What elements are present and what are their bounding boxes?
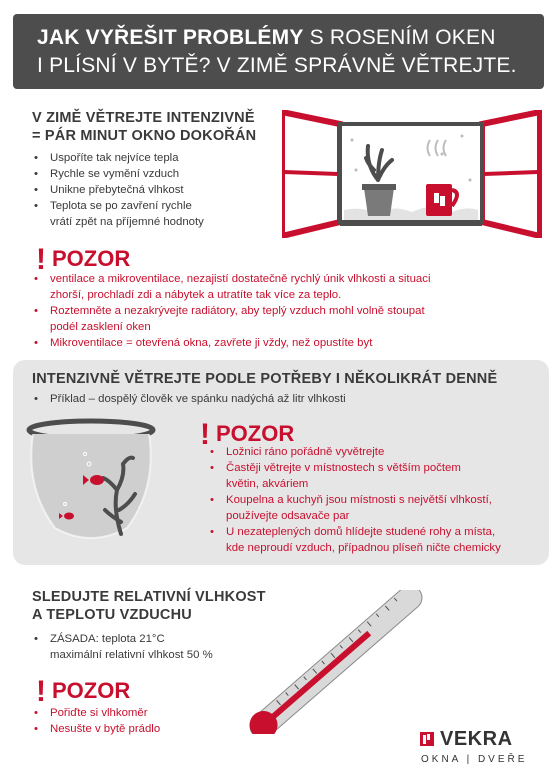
open-window-illustration (282, 110, 542, 238)
section2-warnings (206, 444, 546, 556)
list-item-continuation: vrátí zpět na příjemné hodnoty (50, 216, 204, 228)
exclamation-icon: ! (36, 243, 46, 276)
warning-continuation: podél zasklení oken (50, 321, 151, 333)
pozor-label: POZOR (216, 421, 295, 446)
list-item-continuation: maximální relativní vlhkost 50 % (50, 649, 213, 661)
section3-warnings (30, 705, 250, 737)
warning-continuation: květin, akváriem (226, 478, 309, 490)
list-item: • Příklad – dospělý člověk ve spánku nadýchá až litr vlhkosti (30, 391, 530, 407)
logo-name: VEKRA (440, 728, 513, 750)
thermometer-illustration (236, 590, 436, 734)
pozor-heading-3 (36, 672, 130, 706)
pozor-label: POZOR (52, 246, 131, 271)
title-banner (13, 14, 544, 89)
section1-warnings (30, 271, 540, 351)
banner-line-1 (37, 26, 496, 50)
warning-item: • U nezateplených domů hlídejte studené rohy a místa, (206, 524, 546, 540)
list-item: • ZÁSADA: teplota 21°C (30, 631, 270, 647)
list-item: • Teplota se po zavření rychle (30, 198, 280, 214)
section2-list (30, 391, 530, 407)
list-item: • Uspoříte tak nejvíce tepla (30, 150, 280, 166)
section2-title: INTENZIVNĚ VĚTREJTE PODLE POTŘEBY I NĚKOLIKRÁT DENNĚ (32, 371, 498, 387)
warning-continuation: zhorší, prochladí zdi a nábytek a utratíte tak více za teplo. (50, 289, 342, 301)
pozor-label: POZOR (52, 678, 131, 703)
section3-title-1: SLEDUJTE RELATIVNÍ VLHKOST (32, 589, 266, 605)
vekra-mark-icon (420, 732, 434, 746)
fishbowl-illustration (25, 418, 175, 546)
banner-line-2: I PLÍSNÍ V BYTĚ? V ZIMĚ SPRÁVNĚ VĚTREJTE. (37, 54, 517, 77)
pozor-heading-1 (36, 240, 130, 274)
section1-title-1: V ZIMĚ VĚTREJTE INTENZIVNĚ (32, 110, 255, 126)
logo-subtitle: OKNA | DVEŘE (421, 754, 528, 765)
warning-continuation: používejte odsavače par (226, 510, 350, 522)
warning-continuation: kde neproudí vzduch, případnou plíseň ničte chemicky (226, 542, 501, 554)
warning-item: • Ložnici ráno pořádně vyvětrejte (206, 444, 546, 460)
warning-item: • Častěji větrejte v místnostech s větším počtem (206, 460, 546, 476)
exclamation-icon: ! (36, 675, 46, 708)
list-item: • Rychle se vymění vzduch (30, 166, 280, 182)
banner-bold: JAK VYŘEŠIT PROBLÉMY (37, 26, 304, 49)
warning-item: • Mikroventilace = otevřená okna, zavřete ji vždy, než opustíte byt (30, 335, 540, 351)
warning-item: • Koupelna a kuchyň jsou místnosti s největší vlhkostí, (206, 492, 546, 508)
section1-list (30, 150, 280, 230)
section3-list (30, 631, 270, 663)
section1-title-2: = PÁR MINUT OKNO DOKOŘÁN (32, 128, 257, 144)
warning-item: • Nesušte v bytě prádlo (30, 721, 250, 737)
warning-item: • ventilace a mikroventilace, nezajistí dostatečně rychlý únik vlhkosti a situaci (30, 271, 540, 287)
warning-item: • Pořiďte si vlhkoměr (30, 705, 250, 721)
exclamation-icon: ! (200, 418, 210, 451)
warning-item: • Roztemněte a nezakrývejte radiátory, aby teplý vzduch mohl volně stoupat (30, 303, 540, 319)
section3-title-2: A TEPLOTU VZDUCHU (32, 607, 192, 623)
banner-rest: S ROSENÍM OKEN (303, 26, 496, 49)
list-item: • Unikne přebytečná vlhkost (30, 182, 280, 198)
